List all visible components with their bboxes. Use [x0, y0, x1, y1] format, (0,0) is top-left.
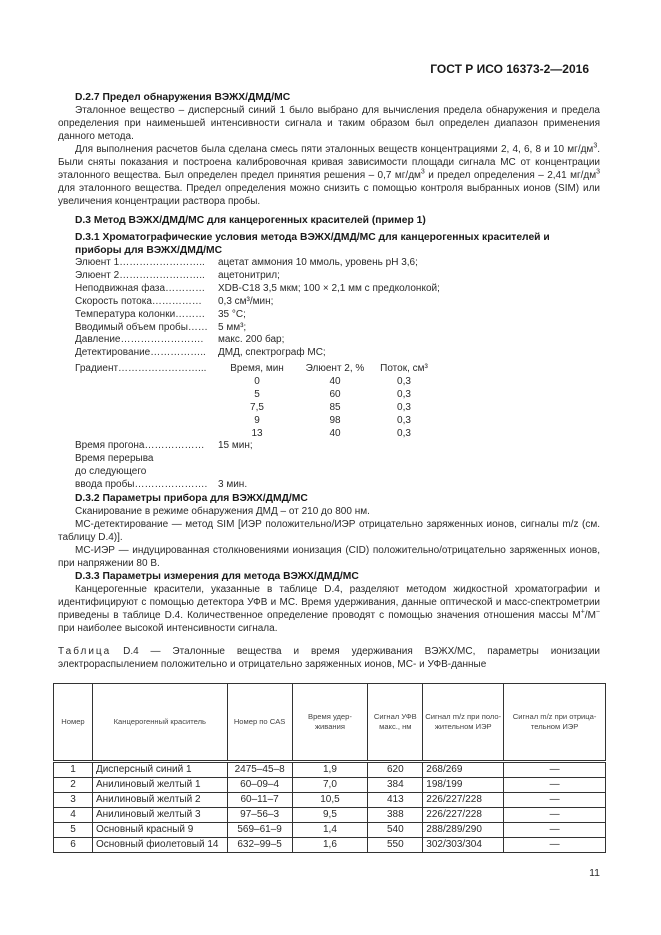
gradient-cell: 9	[254, 415, 260, 427]
table-header-cell: Сигнал m/z при отрица-тельном ИЭР	[504, 683, 606, 761]
gradient-row	[75, 414, 434, 427]
section-d32-paragraph-2: МС-детектирование — метод SIM [ИЭР положительно/ИЭР отрицательно заряженных ионов, сигналы m/z (см. таблицу D.4)].	[58, 518, 600, 543]
table-row	[54, 822, 606, 837]
gradient-cell: 85	[329, 402, 341, 414]
gradient-cell: 13	[251, 428, 263, 440]
gradient-cell: 5	[254, 389, 260, 401]
param-label: Детектирование……………..	[75, 347, 206, 359]
param-row	[75, 296, 606, 309]
param-value: XDB-C18 3,5 мкм; 100 × 2,1 мм с предколонкой;	[218, 282, 440, 294]
gradient-cell: 40	[329, 376, 341, 388]
table-cell: 2	[54, 777, 93, 792]
table-cell: 2475–45–8	[227, 761, 292, 777]
gradient-table	[58, 362, 606, 440]
table-cell: 60–11–7	[227, 792, 292, 807]
param-value: 0,3 см³/мин;	[218, 295, 274, 307]
table-cell: 388	[368, 807, 423, 822]
param-label: Время перерыва	[75, 453, 154, 465]
table-cell: 540	[368, 822, 423, 837]
param-row	[75, 347, 606, 360]
gradient-cell: 0	[254, 376, 260, 388]
param-row	[75, 309, 606, 322]
gradient-cell: 60	[329, 389, 341, 401]
table-caption: Таблица D.4 — Эталонные вещества и время удерживания ВЭЖХ/МС, параметры ионизации электрораспылением положительно и отрицательно заряженных ионов, МС- и УФВ-данные	[58, 645, 600, 670]
table-cell: 632–99–5	[227, 837, 292, 852]
document-header: ГОСТ Р ИСО 16373-2—2016	[430, 62, 589, 76]
table-cell: 3	[54, 792, 93, 807]
param-row	[75, 257, 606, 270]
run-params	[58, 440, 606, 492]
gradient-cell: 0,3	[397, 402, 411, 414]
table-cell: —	[504, 822, 606, 837]
param-label: до следующего	[75, 466, 147, 478]
table-cell: 97–56–3	[227, 807, 292, 822]
chromatography-params	[58, 257, 606, 360]
table-cell: 10,5	[292, 792, 368, 807]
param-label: Элюент 1……………………..	[75, 257, 205, 268]
table-cell: 1,4	[292, 822, 368, 837]
table-cell: 226/227/228	[423, 792, 504, 807]
table-cell: Дисперсный синий 1	[92, 761, 227, 777]
table-header-cell: Время удер-живания	[292, 683, 368, 761]
table-row	[54, 807, 606, 822]
section-d27-paragraph-1: Эталонное вещество – дисперсный синий 1 было выбрано для вычисления предела обнаружения и предела определения при наименьшей интенсивности сигнала и таким образом был определен диапазон применения данного метода.	[58, 105, 600, 142]
section-d3-title: D.3 Метод ВЭЖХ/ДМД/МС для канцерогенных красителей (пример 1)	[75, 215, 426, 226]
gradient-row	[75, 427, 434, 440]
section-d32-title: D.3.2 Параметры прибора для ВЭЖХ/ДМД/МС	[75, 492, 308, 504]
gradient-cell: 7,5	[250, 402, 264, 414]
param-row	[75, 270, 606, 283]
gradient-cell: 0,3	[397, 415, 411, 427]
gradient-cell: 0,3	[397, 376, 411, 388]
section-d32-paragraph-1: Сканирование в режиме обнаружения ДМД – от 210 до 800 нм.	[75, 505, 370, 517]
gradient-cell: 40	[329, 428, 341, 440]
table-cell: 198/199	[423, 777, 504, 792]
table-cell: Основный красный 9	[92, 822, 227, 837]
table-cell: 1,9	[292, 761, 368, 777]
table-cell: 620	[368, 761, 423, 777]
table-cell: 302/303/304	[423, 837, 504, 852]
section-d27-paragraph-2: Для выполнения расчетов была сделана смесь пяти эталонных веществ концентрациями 2, 4, 6, 8 и 10 $мг/дм^3$. Были сняты показания и построена калибровочная кривая зависимости площади сигнала МС от концентрации эталонного вещества. Был определен предел принятия решения – 0,7 $мг/дм^3$ и предел определения – 2,41 $мг/дм^3$ для эталонного вещества. Предел определения можно снизить с помощью контроля выбранных ионов (SIM) или увеличения концентрации раствора пробы.	[58, 142, 601, 207]
table-header-cell: Канцерогенный краситель	[92, 683, 227, 761]
table-cell: 6	[54, 837, 93, 852]
table-row	[54, 777, 606, 792]
table-cell: —	[504, 761, 606, 777]
param-value: ацетат аммония 10 ммоль, уровень рН 3,6;	[218, 257, 418, 268]
table-header-cell: Номер	[54, 683, 93, 761]
param-value: 15 мин;	[218, 440, 253, 452]
param-value: 5 мм³;	[218, 321, 247, 333]
param-value: ацетонитрил;	[218, 269, 280, 281]
table-row	[54, 792, 606, 807]
table-cell: —	[504, 792, 606, 807]
param-label: Элюент 2……………………..	[75, 269, 205, 281]
section-d27-title: D.2.7 Предел обнаружения ВЭЖХ/ДМД/МС	[75, 92, 291, 103]
param-row	[75, 322, 606, 335]
table-cell: 569–61–9	[227, 822, 292, 837]
param-value: ДМД, спектрограф МС;	[218, 347, 326, 359]
table-d4	[53, 683, 606, 853]
param-value: макс. 200 бар;	[218, 334, 285, 346]
table-cell: 4	[54, 807, 93, 822]
param-label: ввода пробы………………….	[75, 478, 208, 490]
gradient-row	[75, 388, 434, 401]
gradient-header: Поток, см³	[380, 363, 428, 375]
gradient-row	[75, 401, 434, 414]
page-number: 11	[589, 866, 600, 879]
param-row	[75, 334, 606, 347]
table-cell: Основный фиолетовый 14	[92, 837, 227, 852]
table-header-cell: Номер по CAS	[227, 683, 292, 761]
param-label: Вводимый объем пробы……	[75, 321, 208, 333]
section-d32-paragraph-3: МС-ИЭР — индуцированная столкновениями ионизация (CID) положительно/отрицательно заряженных ионов, при напряжении 80 В.	[58, 544, 600, 569]
table-cell: Анилиновый желтый 3	[92, 807, 227, 822]
table-cell: 288/289/290	[423, 822, 504, 837]
param-value: 35 °C;	[218, 308, 246, 320]
table-header-cell: Сигнал УФВ макс., нм	[368, 683, 423, 761]
param-row	[75, 283, 606, 296]
section-d31-title: D.3.1 Хроматографические условия метода ВЭЖХ/ДМД/МС для канцерогенных красителей и приборы для ВЭЖХ/ДМД/МС	[75, 232, 550, 256]
page-body	[58, 91, 606, 879]
table-cell: 7,0	[292, 777, 368, 792]
table-cell: 1	[54, 761, 93, 777]
table-cell: 413	[368, 792, 423, 807]
param-value: 3 мин.	[218, 478, 248, 490]
param-label: Неподвижная фаза…………	[75, 282, 206, 294]
section-d33-title: D.3.3 Параметры измерения для метода ВЭЖХ/ДМД/МС	[75, 570, 359, 582]
gradient-row	[75, 375, 434, 388]
table-cell: 1,6	[292, 837, 368, 852]
table-cell: 9,5	[292, 807, 368, 822]
gradient-cell: 0,3	[397, 428, 411, 440]
param-label: Скорость потока……………	[75, 295, 202, 307]
table-row	[54, 761, 606, 777]
param-label: Давление…………………….	[75, 334, 204, 346]
table-cell: 5	[54, 822, 93, 837]
table-header-cell: Сигнал m/z при поло-жительном ИЭР	[423, 683, 504, 761]
table-cell: 60–09–4	[227, 777, 292, 792]
section-d33-paragraph: Канцерогенные красители, указанные в таблице D.4, разделяют методом жидкостной хроматографии и идентифицируют с помощью детектора УФВ и МС. Время удерживания, данные оптической и масс-спектрометрии приведены в таблице D.4. Количественное определение проводят с помощью значения отношения массы M+/M− при наиболее высокой интенсивности сигнала.	[58, 583, 600, 634]
table-row	[54, 837, 606, 852]
table-cell: 268/269	[423, 761, 504, 777]
gradient-cell: 0,3	[397, 389, 411, 401]
table-cell: —	[504, 837, 606, 852]
table-cell: 226/227/228	[423, 807, 504, 822]
gradient-header: Время, мин	[230, 363, 284, 375]
param-label: Температура колонки………	[75, 308, 206, 320]
table-cell: Анилиновый желтый 1	[92, 777, 227, 792]
param-label: Время прогона………………	[75, 440, 205, 452]
gradient-header: Элюент 2, %	[305, 363, 365, 375]
gradient-header-row	[75, 362, 434, 375]
table-cell: 384	[368, 777, 423, 792]
table-cell: 550	[368, 837, 423, 852]
table-cell: —	[504, 777, 606, 792]
gradient-cell: 98	[329, 415, 341, 427]
table-cell: Анилиновый желтый 2	[92, 792, 227, 807]
gradient-label: Градиент……………………...	[75, 363, 207, 375]
table-cell: —	[504, 807, 606, 822]
